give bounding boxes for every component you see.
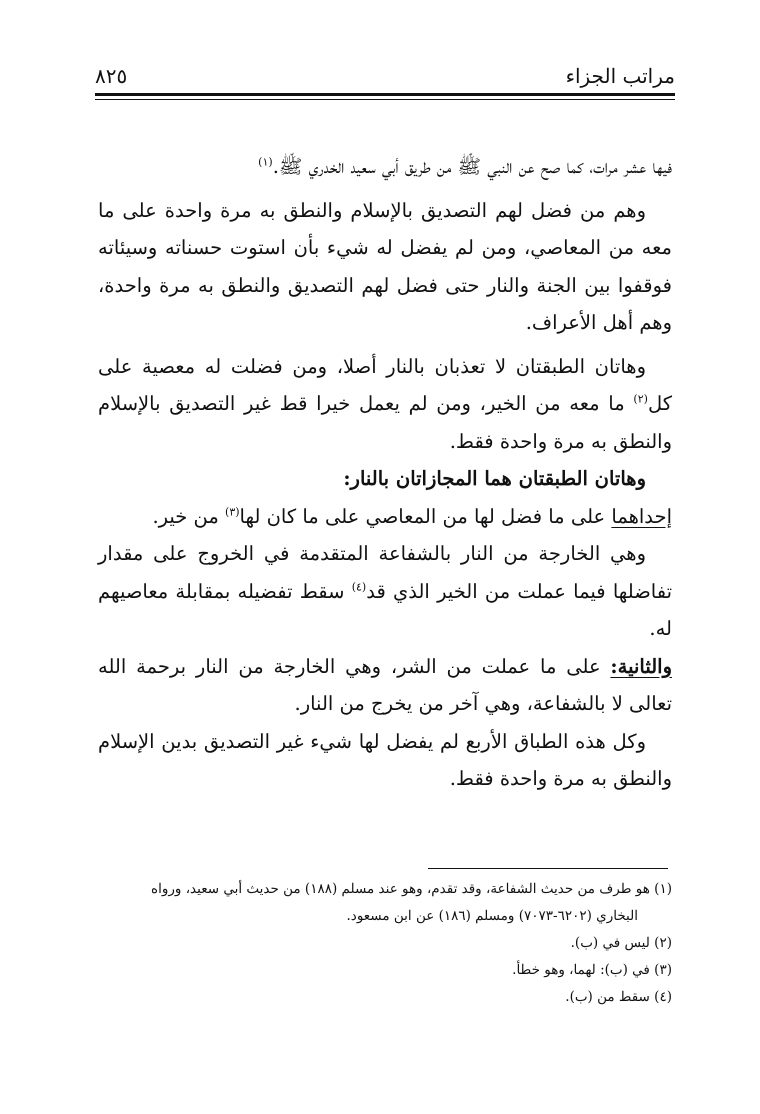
footnote-1: (١) هو طرف من حديث الشفاعة، وقد تقدم، وهو عند مسلم (١٨٨) من حديث أبي سعيد، ورواه xyxy=(151,881,672,897)
page-number: ٨٢٥ xyxy=(95,64,128,88)
paragraph-3: وهاتان الطبقتان لا تعذبان بالنار أصلا، ومن فضلت له معصية على كل$^{(٢)}$ ما معه من الخير، ومن لم يعمل خيرا قط غير التصديق بالإسلام والنطق به مرة واحدة فقط. xyxy=(98,354,672,453)
paragraph-1: فيها عشر مرات، كما صح عن النبي ﷺ من طريق أبي سعيد الخدري ﷺ.$^{(١)}$ xyxy=(258,155,672,178)
footnote-separator xyxy=(428,868,668,869)
footnote-3: (٣) في (ب): لهما، وهو خطأ. xyxy=(512,962,672,978)
footnote-4: (٤) سقط من (ب). xyxy=(565,989,672,1005)
footnote-ref-4: (٤) xyxy=(351,580,367,593)
lead-term-second: والثانية: xyxy=(610,654,672,678)
paragraph-7: والثانية: على ما عملت من الشر، وهي الخارجة من النار برحمة الله تعالى لا بالشفاعة، وهي آخر من يخرج من النار. xyxy=(98,654,672,715)
footnote-1-continued: البخاري (٦٢٠٢-٧٠٧٣) ومسلم (١٨٦) عن ابن مسعود. xyxy=(346,908,638,924)
footnote-ref-1: (١) xyxy=(258,155,273,169)
running-title: مراتب الجزاء xyxy=(565,64,675,88)
paragraph-6: وهي الخارجة من النار بالشفاعة المتقدمة في الخروج على مقدار تفاضلها فيما عملت من الخير الذي قد$^{(٤)}$ سقط تفضيله بمقابلة معاصيهم له. xyxy=(98,542,672,640)
paragraph-5: إحداهما على ما فضل لها من المعاصي على ما كان لها$^{(٣)}$ من خير. xyxy=(152,504,672,528)
paragraph-2: وهم من فضل لهم التصديق بالإسلام والنطق به مرة واحدة على ما معه من المعاصي، ومن لم يفضل له شيء بأن استوت حسناته وسيئاته فوقفوا بين الجنة والنار حتى فضل لهم التصديق والنطق به مرة واحدة، وهم أهل الأعراف. xyxy=(98,198,672,334)
main-text xyxy=(98,148,672,798)
header-rule-thick xyxy=(95,93,675,96)
lead-term-first: إحداهما xyxy=(611,504,672,528)
footnote-2: (٢) ليس في (ب). xyxy=(570,935,672,951)
paragraph-8: وكل هذه الطباق الأربع لم يفضل لها شيء غير التصديق بدين الإسلام والنطق به مرة واحدة فقط. xyxy=(98,729,672,790)
header-rule-thin xyxy=(95,99,675,100)
footnote-ref-2: (٢) xyxy=(633,392,648,406)
page-header xyxy=(95,58,675,92)
footnotes xyxy=(98,876,672,1011)
paragraph-4: وهاتان الطبقتان هما المجازاتان بالنار: xyxy=(343,467,646,490)
footnote-ref-3: (٣) xyxy=(225,505,240,518)
